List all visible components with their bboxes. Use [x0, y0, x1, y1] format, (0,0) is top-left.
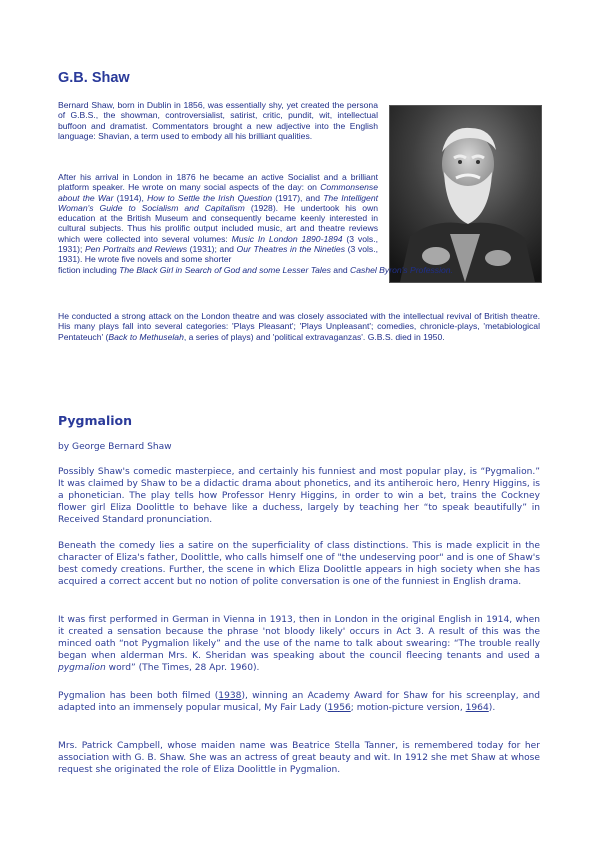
theatre-paragraph — [58, 311, 540, 342]
text-run: (1931); and — [187, 244, 237, 255]
text-run: word” (The Times, 28 Apr. 1960). — [105, 663, 260, 674]
shaw-portrait-photo — [389, 105, 542, 283]
text-run: ; motion-picture version, — [350, 703, 466, 714]
text-run: (3 vols., 1931); — [58, 233, 378, 255]
pygmalion-paragraph-5: Mrs. Patrick Campbell, whose maiden name was Beatrice Stella Tanner, is remembered today for her association with G. B. Shaw. She was an actress of great beauty and wit. In 1912 she met Shaw at whose request she originated the role of Eliza Doolittle in Pygmalion. — [58, 741, 540, 776]
text-run: It was first performed in German in Vienna in 1913, then in London in the original English in 1914, when it created a sensation because the phrase 'not bloody likely' occurs in Act 3. A result of this was the minced oath “not Pygmalion likely” and the use of the name to talk about swearing: “The trouble really began when alderman Mrs. K. Sheridan was speaking about the council fleecing tenants and used a — [58, 615, 540, 662]
pygmalion-paragraph-3 — [58, 614, 540, 674]
intro-paragraph: Bernard Shaw, born in Dublin in 1856, was essentially shy, yet created the persona of G.B.S., the showman, controversialist, satirist, critic, pundit, wit, intellectual buffoon and dramatist. Commentators brought a new adjective into the English language: Shavian, a term used to embody all his brilliant qualities. — [58, 100, 378, 141]
text-run: (1914), — [113, 192, 148, 203]
work-title: The Intelligent Woman's Guide to Socialism and Capitalism — [58, 192, 378, 213]
page-title: G.B. Shaw — [58, 70, 130, 86]
text-run: Pygmalion has been both filmed ( — [58, 691, 219, 701]
work-title: How to Settle the Irish Question — [147, 192, 273, 203]
text-run: (1928). He undertook his own education at the British Museum and consequently became keenly interested in cultural subjects. Thus his prolific output included music, art and theatre reviews which were collected into several volumes: — [58, 202, 378, 244]
italic-word: pygmalion — [58, 663, 106, 674]
work-title: Commonsense about the War — [58, 182, 378, 203]
year-link-1964[interactable]: 1964 — [465, 703, 489, 714]
work-title: Cashel Byron's Profession. — [350, 264, 453, 275]
work-title: Pen Portraits and Reviews — [85, 244, 188, 255]
pygmalion-paragraph-2: Beneath the comedy lies a satire on the superficiality of class distinctions. This is made explicit in the character of Eliza's father, Doolittle, who calls himself one of "the undeserving poor" and is one of Shaw's best comedy creations. Further, the scene in which Eliza Doolittle appears in high society when she has acquired a correct accent but no notion of polite conversation is one of the funniest in English drama. — [58, 541, 540, 588]
section-title-pygmalion: Pygmalion — [58, 413, 133, 428]
pygmalion-paragraph-1: Possibly Shaw's comedic masterpiece, and certainly his funniest and most popular play, is “Pygmalion.” It was claimed by Shaw to be a didactic drama about phonetics, and its antiheroic hero, Henry Higgins, is a phonetician. The play tells how Professor Henry Higgins, in order to win a bet, trains the Cockney flower girl Eliza Doolittle to behave like a duchess, largely by teaching her “to speak beautifully” in Received Standard pronunciation. — [58, 467, 540, 526]
text-run: ). — [488, 703, 496, 714]
work-title: Our Theatres in the Nineties — [236, 244, 345, 255]
portrait-illustration — [390, 106, 541, 282]
text-run: ), winning an Academy Award for Shaw for his screenplay, and adapted into an immensely popular musical, My Fair Lady ( — [58, 691, 540, 714]
work-title: The Black Girl in Search of God and some Lesser Tales — [119, 264, 331, 275]
text-run: , a series of plays) and 'political extravaganzas'. G.B.S. died in 1950. — [183, 331, 445, 342]
text-run: (3 vols., 1931). He wrote five novels and some shorter — [58, 244, 378, 265]
full-width-line — [58, 265, 540, 275]
text-run: After his arrival in London in 1876 he became an active Socialist and a brilliant platform speaker. He wrote on many social aspects of the day: on — [58, 172, 378, 193]
byline: by George Bernard Shaw — [58, 442, 172, 452]
work-title: Music In London 1890-1894 — [231, 233, 343, 244]
text-run: and — [330, 264, 351, 275]
text-run: (1917), and — [272, 192, 324, 203]
year-link-1938[interactable]: 1938 — [218, 691, 242, 701]
text-run: fiction including — [58, 264, 120, 275]
year-link-1956[interactable]: 1956 — [327, 703, 351, 714]
arrival-paragraph — [58, 172, 453, 275]
text-run: He conducted a strong attack on the London theatre and was closely associated with the intellectual revival of British theatre. His many plays fall into several categories: 'Plays Pleasant'; 'Plays Unpleasant'; comedies, chronicle-plays, 'metabiological Pentateuch' ( — [58, 311, 540, 342]
pygmalion-paragraph-4 — [58, 690, 540, 714]
work-title: Back to Methuselah — [108, 331, 184, 342]
